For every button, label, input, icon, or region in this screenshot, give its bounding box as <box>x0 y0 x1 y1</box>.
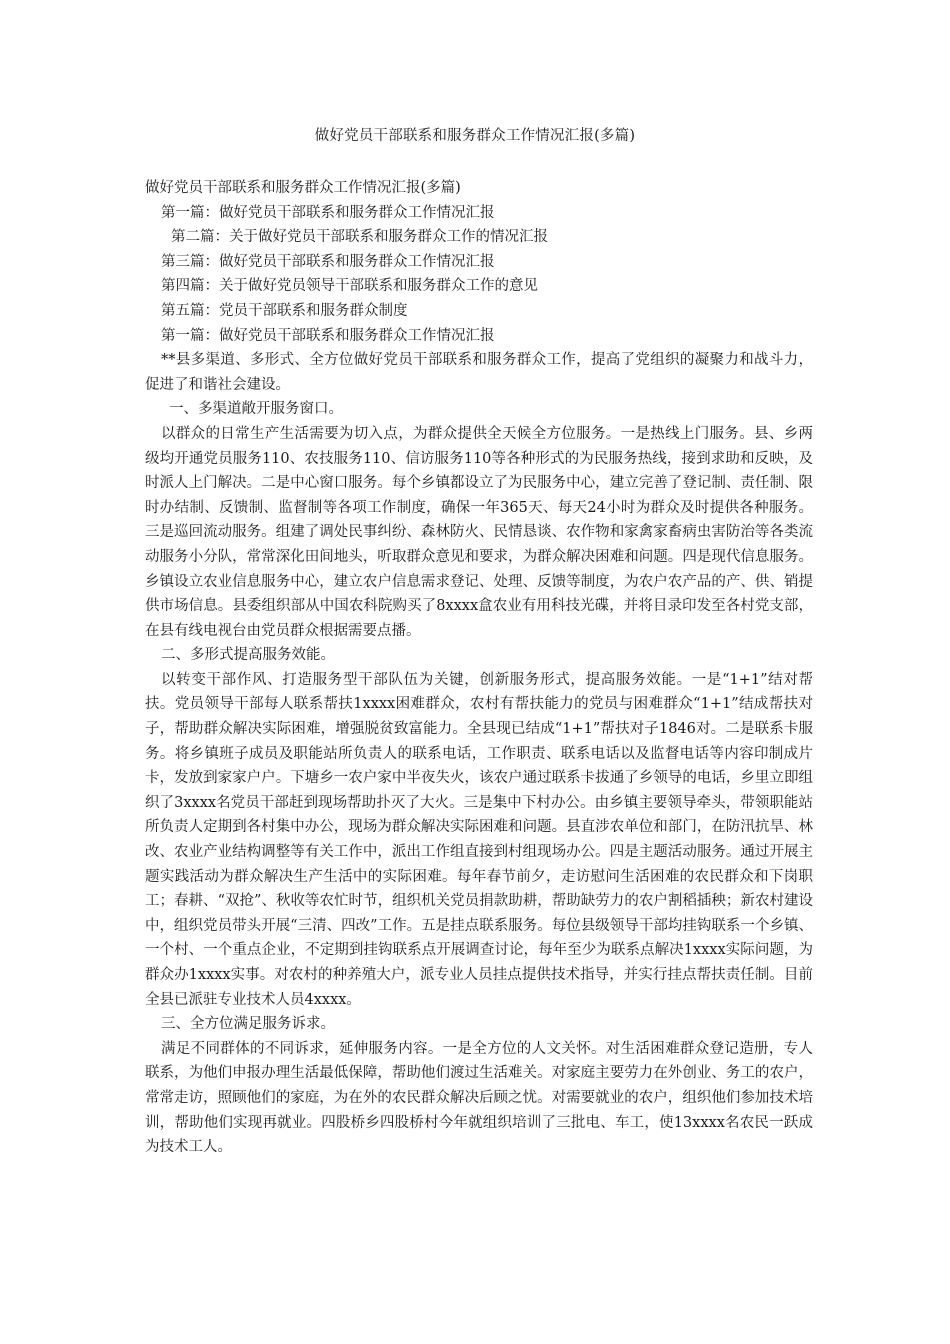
toc-item-1: 第一篇：做好党员干部联系和服务群众工作情况汇报 <box>161 204 495 221</box>
section-1-heading: 一、多渠道敞开服务窗口。 <box>169 401 343 418</box>
toc-item-2: 第二篇：关于做好党员干部联系和服务群众工作的情况汇报 <box>171 229 548 246</box>
section-2-paragraph: 以转变干部作风、打造服务型干部队伍为关键，创新服务形式，提高服务效能。一是“1+1”结对帮扶。党员领导干部每人联系帮扶1xxxx困难群众，农村有帮扶能力的党员与困难群众“1+1”结成帮扶对子，帮助群众解决实际困难，增强脱贫致富能力。全县现已结成“1+1”帮扶对子1846对。二是联系卡服务。将乡镇班子成员及职能站所负责人的联系电话，工作职责、联系电话以及监督电话等内容印制成片卡，发放到家家户户。下塘乡一农户家中半夜失火，该农户通过联系卡拔通了乡领导的电话，乡里立即组织了3xxxx名党员干部赶到现场帮助扑灭了大火。三是集中下村办公。由乡镇主要领导牵头，带领职能站所负责人定期到各村集中办公，现场为群众解决实际困难和问题。县直涉农单位和部门，在防汛抗旱、林改、农业产业结构调整等有关工作中，派出工作组直接到村组现场办公。四是主题活动服务。通过开展主题实践活动为群众解决生产生活中的实际困难。每年春节前夕，走访慰问生活困难的农民群众和下岗职工；春耕、“双抢”、秋收等农忙时节，组织机关党员捐款助耕，帮助缺劳力的农户割稻插秧；新农村建设中，组织党员带头开展“三清、四改”工作。五是挂点联系服务。每位县级领导干部均挂钩联系一个乡镇、一个村、一个重点企业，不定期到挂钩联系点开展调查讨论，每年至少为联系点解决1xxxx实际问题，为群众办1xxxx实事。对农村的种养殖大户，派专业人员挂点提供技术指导，并实行挂点帮扶责任制。目前全县已派驻专业技术人员4xxxx。 <box>145 671 813 1008</box>
section-2-heading: 二、多形式提高服务效能。 <box>161 647 335 664</box>
document-body <box>145 176 813 1160</box>
toc-item-3: 第三篇：做好党员干部联系和服务群众工作情况汇报 <box>161 253 495 270</box>
document-subtitle: 做好党员干部联系和服务群众工作情况汇报(多篇) <box>145 180 461 196</box>
article-heading: 第一篇：做好党员干部联系和服务群众工作情况汇报 <box>161 327 495 344</box>
document-title: 做好党员干部联系和服务群众工作情况汇报(多篇) <box>314 128 636 144</box>
section-1-paragraph: 以群众的日常生产生活需要为切入点，为群众提供全天候全方位服务。一是热线上门服务。县、乡两级均开通党员服务110、农技服务110、信访服务110等各种形式的为民服务热线，接到求助和反映，及时派人上门解决。二是中心窗口服务。每个乡镇都设立了为民服务中心，建立完善了登记制、责任制、限时办结制、反馈制、监督制等各项工作制度，确保一年365天、每天24小时为群众及时提供各种服务。三是巡回流动服务。组建了调处民事纠纷、森林防火、民情恳谈、农作物和家禽家畜病虫害防治等各类流动服务小分队，常常深化田间地头，听取群众意见和要求，为群众解决困难和问题。四是现代信息服务。乡镇设立农业信息服务中心，建立农户信息需求登记、处理、反馈等制度，为农户农产品的产、供、销提供市场信息。县委组织部从中国农科院购买了8xxxx盒农业有用科技光碟，并将目录印发至各村党支部，在县有线电视台由党员群众根据需要点播。 <box>145 425 813 639</box>
section-3-paragraph: 满足不同群体的不同诉求，延伸服务内容。一是全方位的人文关怀。对生活困难群众登记造册，专人联系，为他们申报办理生活最低保障，帮助他们渡过生活难关。对家庭主要劳力在外创业、务工的农户，常常走访，照顾他们的家庭，为在外的农民群众解决后顾之忧。对需要就业的农户，组织他们参加技术培训，帮助他们实现再就业。四股桥乡四股桥村今年就组织培训了三批电、车工，使13xxxx名农民一跃成为技术工人。 <box>145 1040 813 1156</box>
intro-paragraph: **县多渠道、多形式、全方位做好党员干部联系和服务群众工作，提高了党组织的凝聚力和战斗力，促进了和谐社会建设。 <box>145 352 813 393</box>
section-3-heading: 三、全方位满足服务诉求。 <box>161 1016 335 1033</box>
toc-item-4: 第四篇：关于做好党员领导干部联系和服务群众工作的意见 <box>161 278 538 295</box>
toc-item-5: 第五篇：党员干部联系和服务群众制度 <box>161 302 408 319</box>
